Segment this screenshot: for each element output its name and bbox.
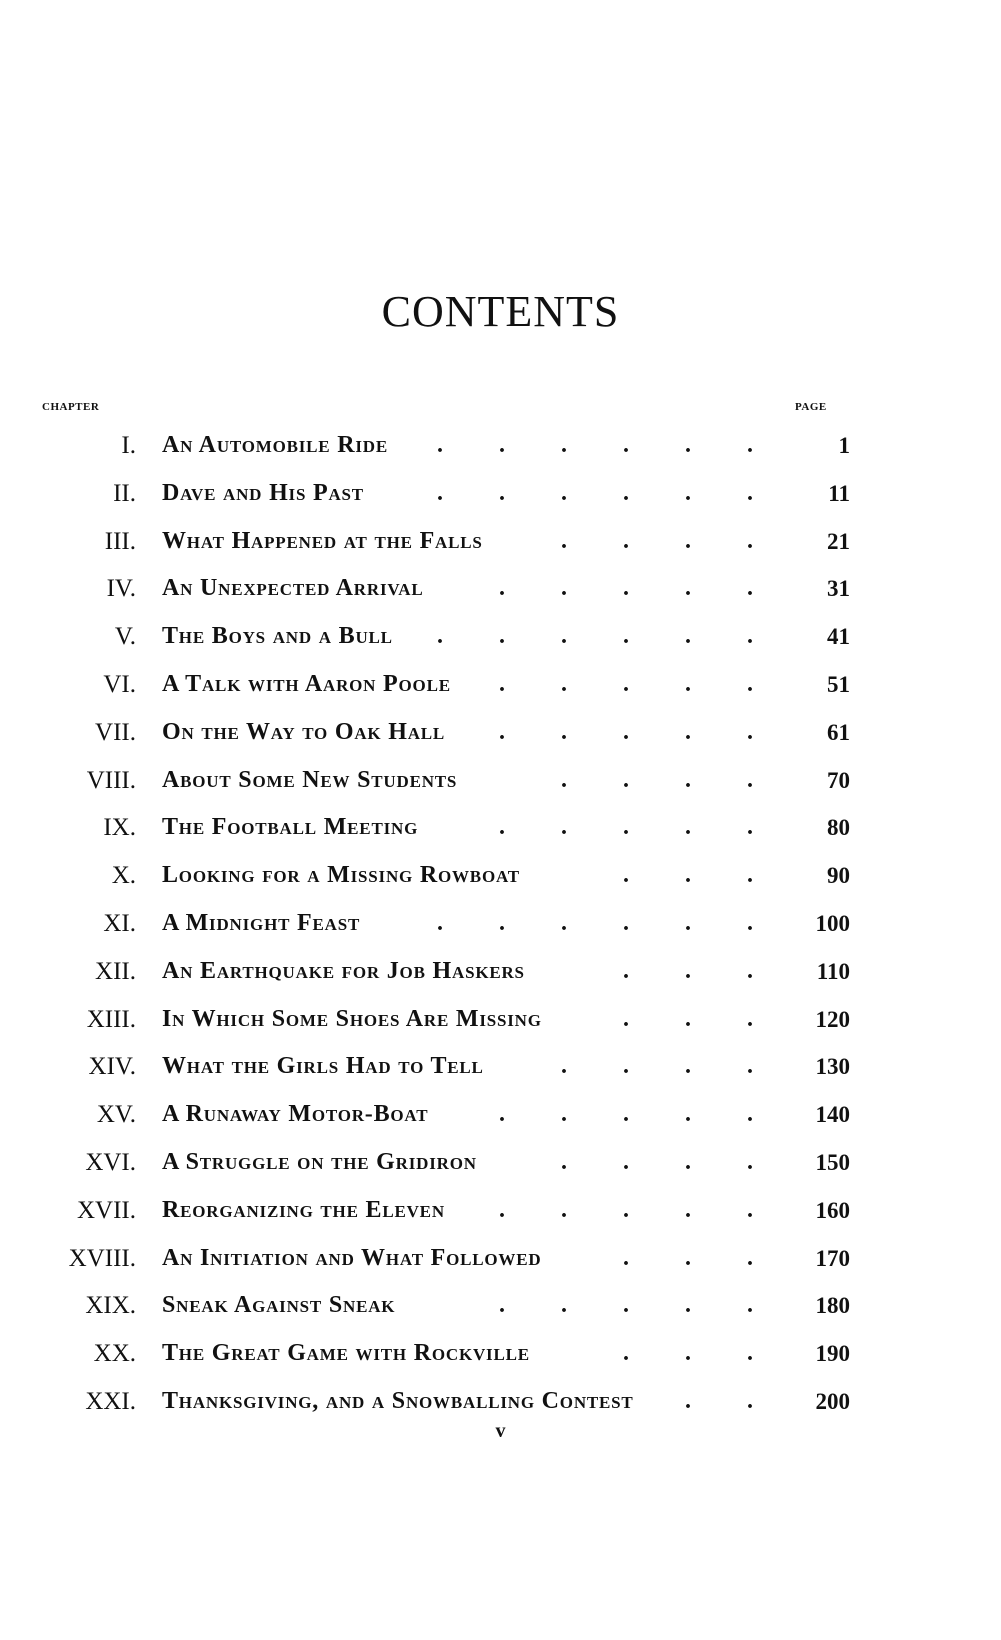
chapter-title: A Talk with Aaron Poole <box>162 670 451 697</box>
dot-leader: . . . <box>623 1340 753 1367</box>
dot-leader: . . . . . <box>499 814 753 841</box>
toc-entry <box>0 948 1001 996</box>
chapter-number: X. <box>111 862 136 890</box>
page-number: 190 <box>815 1341 850 1367</box>
toc-entry <box>0 565 1001 613</box>
page-number: 61 <box>827 719 850 745</box>
page-number: 170 <box>815 1245 850 1271</box>
dot-leader: . . . . . . <box>437 479 753 506</box>
page-number: 80 <box>827 815 850 841</box>
chapter-number: XIII. <box>86 1005 136 1033</box>
chapter-title: The Boys and a Bull <box>162 623 393 650</box>
dot-leader: . . . . <box>561 1148 753 1175</box>
toc-entry <box>0 1043 1001 1091</box>
page-number: 51 <box>827 671 850 697</box>
toc-entry <box>0 661 1001 709</box>
chapter-number: XIX. <box>85 1292 136 1320</box>
dot-leader: . . . . . <box>499 1196 753 1223</box>
chapter-number: XXI. <box>85 1387 136 1415</box>
chapter-number: IV. <box>106 575 136 603</box>
dot-leader: . . . . . <box>499 718 753 745</box>
page-number: 160 <box>815 1197 850 1223</box>
chapter-title: A Struggle on the Gridiron <box>162 1148 477 1175</box>
chapter-number: III. <box>104 527 136 555</box>
dot-leader: . . . <box>623 862 753 889</box>
toc-entry <box>0 1091 1001 1139</box>
chapter-number: XX. <box>93 1340 136 1368</box>
dot-leader: . . . . . . <box>437 909 753 936</box>
chapter-title: Dave and His Past <box>162 479 364 506</box>
chapter-number: VI. <box>103 670 136 698</box>
dot-leader: . . . . <box>561 527 753 554</box>
chapter-title: An Unexpected Arrival <box>162 575 424 602</box>
dot-leader: . . . . . <box>499 575 753 602</box>
page-number: 41 <box>827 624 850 650</box>
toc-entry <box>0 996 1001 1044</box>
dot-leader: . . . . . <box>499 1101 753 1128</box>
chapter-title: Looking for a Missing Rowboat <box>162 862 520 889</box>
dot-leader: . . . . . . <box>437 623 753 650</box>
chapter-title: About Some New Students <box>162 766 458 793</box>
toc-entry <box>0 470 1001 518</box>
dot-leader: . . . <box>623 957 753 984</box>
toc-entry <box>0 1378 1001 1426</box>
page-number: 200 <box>815 1388 850 1414</box>
chapter-number: II. <box>113 479 136 507</box>
chapter-title: What Happened at the Falls <box>162 527 483 554</box>
dot-leader: . . . . . <box>499 1292 753 1319</box>
page-number: 31 <box>827 576 850 602</box>
toc-entry <box>0 1235 1001 1283</box>
dot-leader: . . . . . <box>499 670 753 697</box>
chapter-title: The Football Meeting <box>162 814 419 841</box>
toc-entry <box>0 518 1001 566</box>
chapter-number: IX. <box>103 814 136 842</box>
toc-entry <box>0 757 1001 805</box>
page-number: 110 <box>816 958 850 984</box>
chapter-number: XII. <box>95 957 136 985</box>
chapter-number: V. <box>114 623 136 651</box>
chapter-title: Reorganizing the Eleven <box>162 1196 445 1223</box>
page-number: 130 <box>815 1054 850 1080</box>
toc-entry <box>0 613 1001 661</box>
chapter-title: Sneak Against Sneak <box>162 1292 396 1319</box>
chapter-title: An Earthquake for Job Haskers <box>162 957 525 984</box>
chapter-title: In Which Some Shoes Are Missing <box>162 1005 542 1032</box>
toc-entry <box>0 900 1001 948</box>
dot-leader: . . . <box>623 1005 753 1032</box>
page-number: 180 <box>815 1293 850 1319</box>
chapter-title: Thanksgiving, and a Snowballing Contest <box>162 1387 634 1414</box>
chapter-number: VII. <box>95 718 136 746</box>
chapter-number: XV. <box>96 1101 136 1129</box>
toc-entry <box>0 1187 1001 1235</box>
chapter-number: XVII. <box>76 1196 136 1224</box>
page-title: CONTENTS <box>381 287 620 336</box>
page-number: 90 <box>827 863 850 889</box>
toc-entry <box>0 1282 1001 1330</box>
toc-entry <box>0 422 1001 470</box>
chapter-number: XI. <box>103 909 136 937</box>
chapter-number: XVIII. <box>68 1244 136 1272</box>
page-number: 1 <box>838 433 850 458</box>
page-number: 11 <box>828 480 850 506</box>
page-folio: v <box>495 1420 506 1442</box>
chapter-number: I. <box>121 432 136 459</box>
page-column-label: page <box>795 398 827 414</box>
chapter-title: An Initiation and What Followed <box>162 1244 542 1271</box>
chapter-title: A Midnight Feast <box>162 909 361 936</box>
table-of-contents <box>0 422 1001 1426</box>
toc-entry <box>0 804 1001 852</box>
dot-leader: . . . . <box>561 766 753 793</box>
chapter-title: The Great Game with Rockville <box>162 1340 530 1367</box>
chapter-title: On the Way to Oak Hall <box>162 718 446 745</box>
chapter-title: A Runaway Motor-Boat <box>162 1101 429 1128</box>
page-number: 120 <box>815 1006 850 1032</box>
toc-entry <box>0 1139 1001 1187</box>
dot-leader: . . . . <box>561 1053 753 1080</box>
toc-entry <box>0 852 1001 900</box>
page-number: 150 <box>815 1149 850 1175</box>
chapter-title: What the Girls Had to Tell <box>162 1053 484 1080</box>
dot-leader: . . . . . . <box>437 432 753 458</box>
page-number: 100 <box>815 910 850 936</box>
chapter-number: VIII. <box>86 766 136 794</box>
dot-leader: . . <box>685 1387 753 1414</box>
chapter-column-label: chapter <box>42 398 100 414</box>
chapter-number: XIV. <box>88 1053 136 1081</box>
toc-entry <box>0 1330 1001 1378</box>
dot-leader: . . . <box>623 1244 753 1271</box>
page-number: 21 <box>827 528 850 554</box>
page-number: 140 <box>815 1102 850 1128</box>
chapter-number: XVI. <box>85 1148 136 1176</box>
chapter-title: An Automobile Ride <box>162 432 389 458</box>
page-number: 70 <box>827 767 850 793</box>
toc-entry <box>0 709 1001 757</box>
